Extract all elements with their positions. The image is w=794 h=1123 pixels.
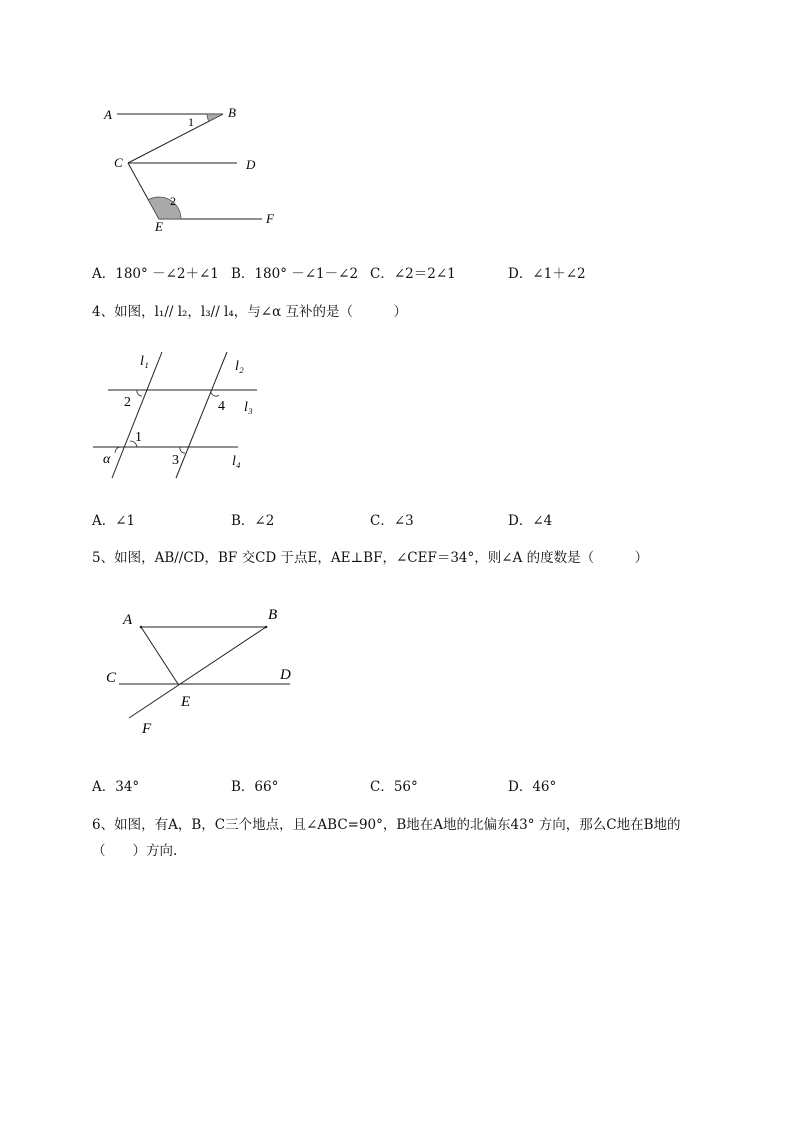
label-l2: l₂ <box>235 359 244 374</box>
q4-option-a: A．∠1 <box>92 513 136 529</box>
label-e: E <box>181 694 191 710</box>
label-a: A <box>123 612 133 628</box>
label-e: E <box>155 219 163 234</box>
label-c: C <box>114 155 123 170</box>
line-l2 <box>176 352 227 478</box>
q3-option-a: A．180° －∠2＋∠1 <box>92 266 219 282</box>
label-4: 4 <box>218 399 225 414</box>
q4-stem: 4、如图，l₁// l₂，l₃// l₄，与∠α 互补的是（ ） <box>92 304 408 320</box>
label-3: 3 <box>172 453 179 468</box>
q6-stem-line1: 6、如图，有A，B，C三个地点，且∠ABC=90°，B地在A地的北偏东43° 方向，那么C地在B地的 <box>92 817 681 833</box>
label-1: 1 <box>135 430 142 445</box>
q4-figure <box>85 345 275 485</box>
angle-alpha-arc <box>115 447 121 453</box>
label-f: F <box>266 211 274 226</box>
label-2: 2 <box>124 395 131 410</box>
q4-option-d: D．∠4 <box>508 513 553 529</box>
q4-option-c: C．∠3 <box>370 513 414 529</box>
label-c: C <box>106 670 117 686</box>
q5-stem: 5、如图，AB//CD，BF 交CD 于点E，AE⊥BF，∠CEF＝34°，则∠A 的度数是（ ） <box>92 550 649 566</box>
q6-stem-line2: （ ）方向. <box>92 843 178 859</box>
q3-figure <box>95 95 295 240</box>
q3-option-d: D．∠1＋∠2 <box>508 266 586 282</box>
angle-2-mark <box>148 197 181 219</box>
q5-option-a: A．34° <box>92 779 140 795</box>
angle-1-mark <box>207 114 223 121</box>
q5-option-d: D．46° <box>508 779 557 795</box>
q5-option-c: C．56° <box>370 779 418 795</box>
angle-2-arc <box>137 390 142 396</box>
label-a: A <box>104 107 112 122</box>
angle-4-arc <box>211 390 219 396</box>
line-ae <box>141 627 178 684</box>
q5-figure <box>95 595 310 745</box>
q3-option-c: C．∠2＝2∠1 <box>370 266 456 282</box>
label-l4: l₄ <box>232 454 241 469</box>
q3-option-b: B．180° －∠1－∠2 <box>231 266 359 282</box>
label-d: D <box>280 667 291 683</box>
label-angle-1: 1 <box>188 115 194 129</box>
label-b: B <box>268 607 278 623</box>
label-d: D <box>246 157 256 172</box>
line-l1 <box>112 352 162 478</box>
label-f: F <box>142 721 152 737</box>
label-l3: l₃ <box>244 400 253 415</box>
label-angle-2: 2 <box>170 194 176 208</box>
angle-3-arc <box>180 447 185 453</box>
q5-option-b: B．66° <box>231 779 279 795</box>
q4-option-b: B．∠2 <box>231 513 275 529</box>
label-l1: l₁ <box>140 354 149 369</box>
label-b: B <box>228 105 236 120</box>
label-alpha: α <box>103 452 111 467</box>
